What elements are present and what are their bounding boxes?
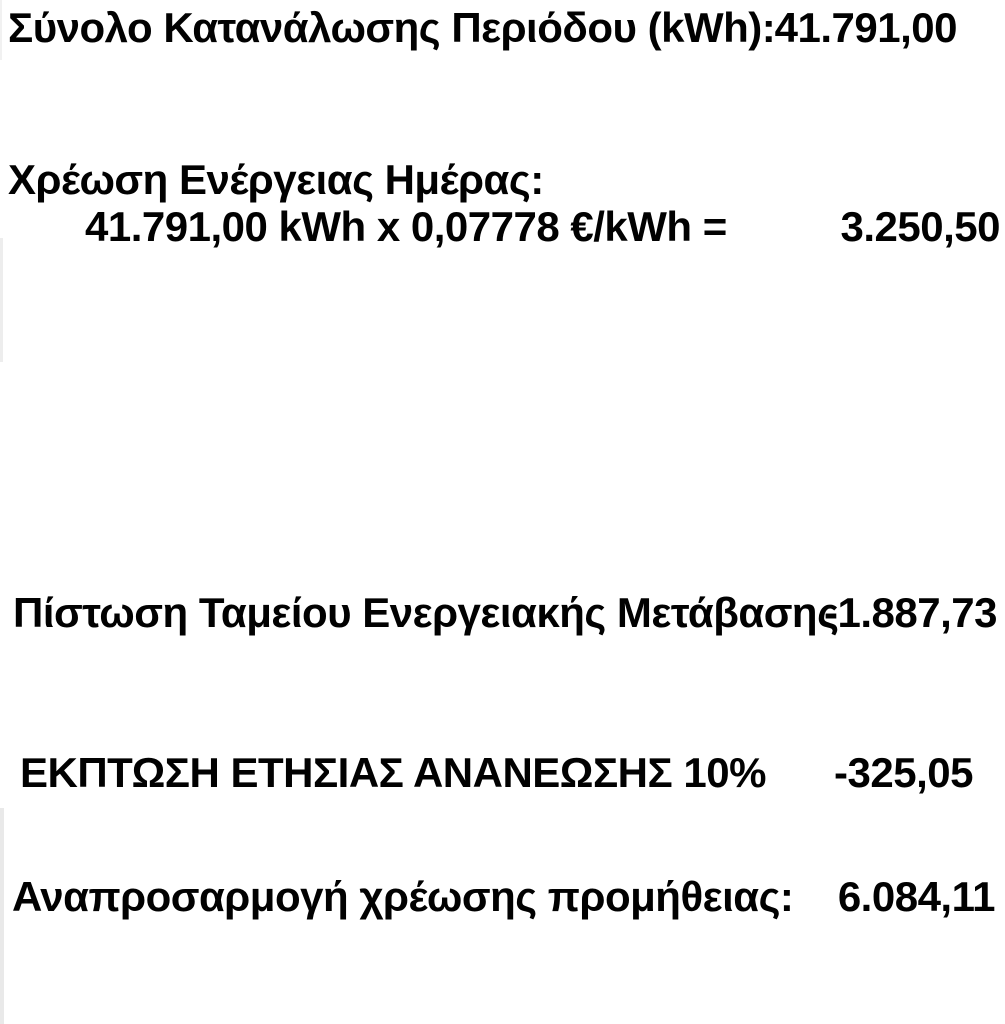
annual-renewal-discount-amount: -325,05 xyxy=(834,749,973,796)
line-day-energy-charge-heading xyxy=(0,155,1005,205)
day-energy-charge-label: Χρέωση Ενέργειας Ημέρας: xyxy=(8,156,544,203)
energy-charge-formula: 41.791,00 kWh x 0,07778 €/kWh = xyxy=(85,203,727,250)
total-consumption-label: Σύνολο Κατανάλωσης Περιόδου (kWh): xyxy=(8,4,776,51)
line-total-consumption xyxy=(0,3,1005,53)
energy-transition-fund-amount: -1.887,73 xyxy=(824,589,997,636)
line-energy-charge-calculation xyxy=(0,202,1005,252)
annual-renewal-discount-label: ΕΚΠΤΩΣΗ ΕΤΗΣΙΑΣ ΑΝΑΝΕΩΣΗΣ 10% xyxy=(20,749,766,796)
energy-transition-fund-label: Πίστωση Ταμείου Ενεργειακής Μετάβασης xyxy=(13,589,839,636)
line-energy-transition-fund-credit xyxy=(0,588,1005,638)
supply-charge-adjustment-label: Αναπροσαρμογή χρέωσης προμήθειας: xyxy=(12,873,794,920)
supply-charge-adjustment-amount: 6.084,11 xyxy=(837,873,995,920)
line-annual-renewal-discount xyxy=(0,748,1005,798)
total-consumption-value: 41.791,00 xyxy=(774,4,957,51)
scan-artifact-line xyxy=(0,238,3,362)
energy-charge-amount: 3.250,50 xyxy=(840,203,1000,250)
line-supply-charge-adjustment xyxy=(0,872,1005,922)
